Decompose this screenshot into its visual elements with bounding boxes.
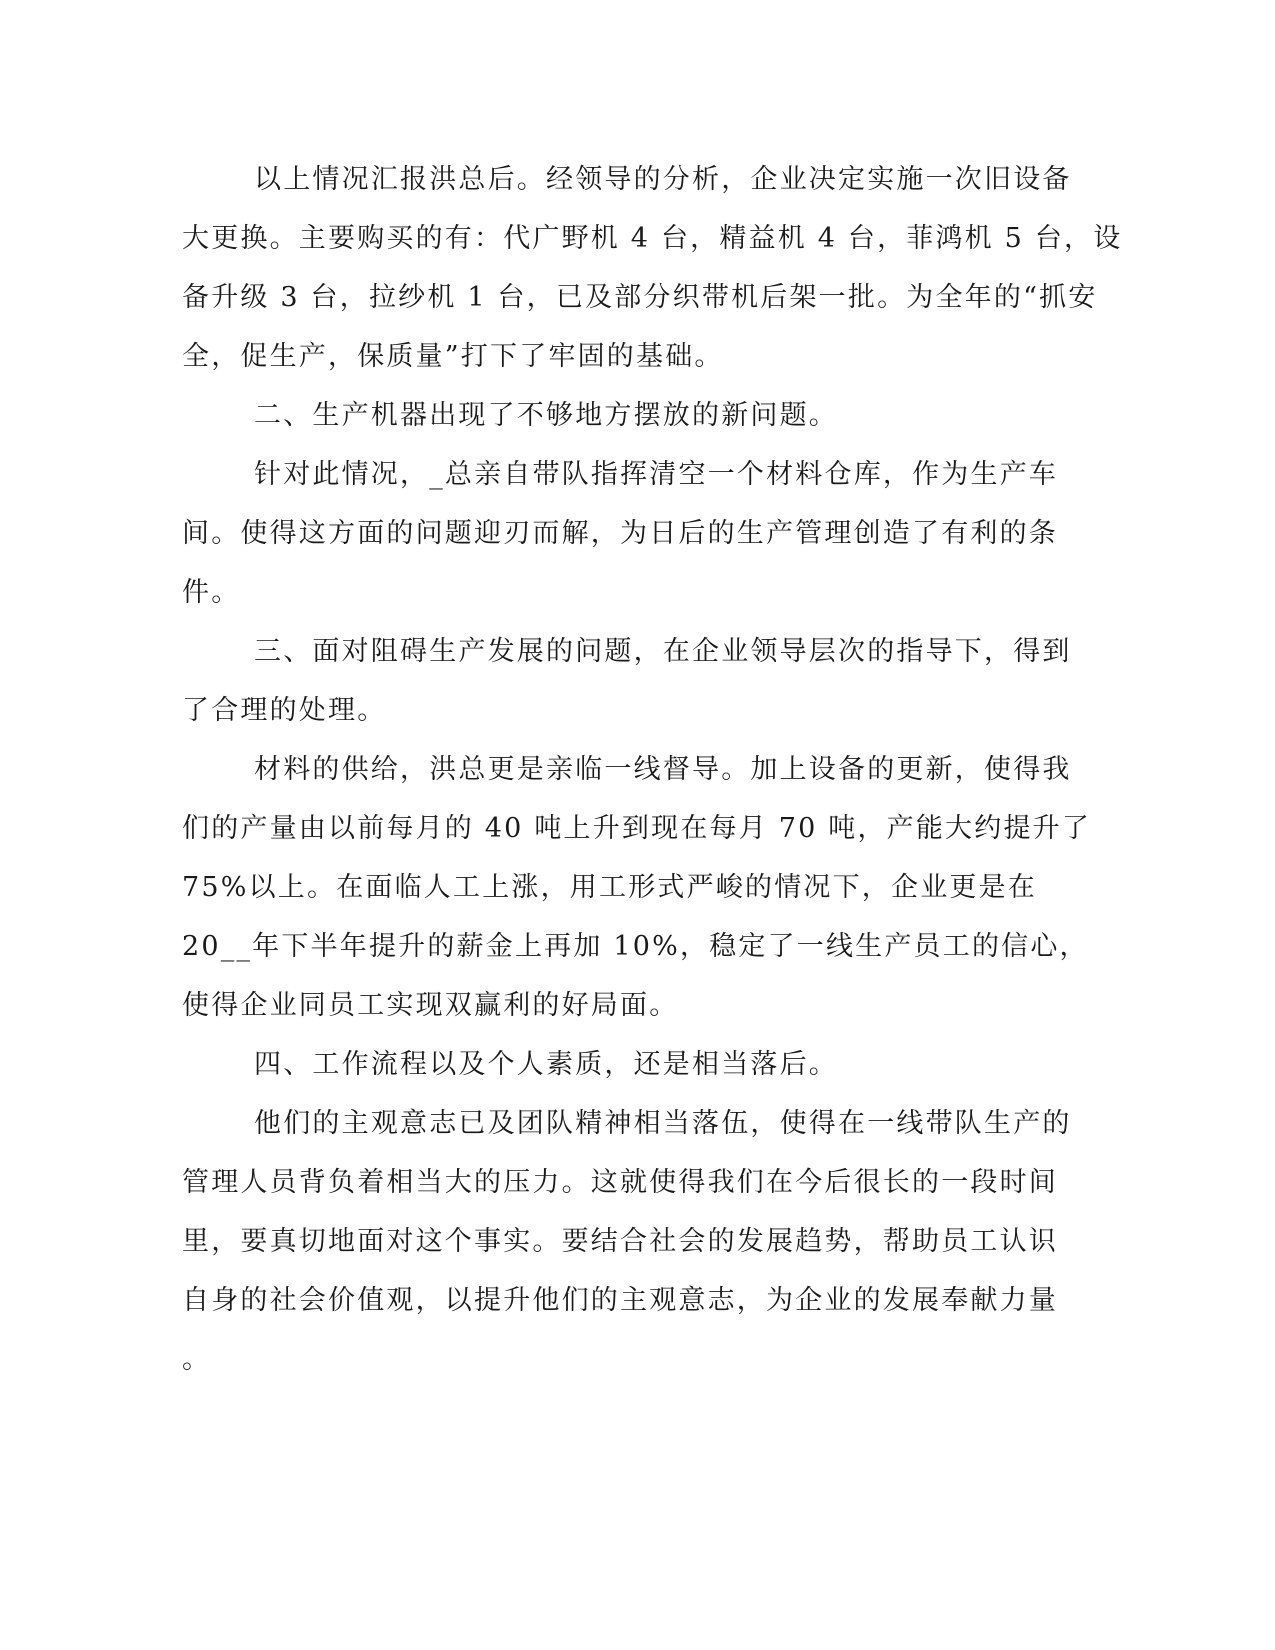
text-line: 20__年下半年提升的薪金上再加 10%，稳定了一线生产员工的信心，: [182, 931, 1089, 962]
section-heading-3: 三、面对阻碍生产发展的问题，在企业领导层次的指导下，得到: [254, 636, 1072, 667]
text-line: 件。: [182, 577, 241, 608]
text-line: 针对此情况，_总亲自带队指挥清空一个材料仓库，作为生产车: [254, 459, 1059, 490]
text-line: 全，促生产，保质量”打下了牢固的基础。: [182, 341, 724, 372]
text-line: 75%以上。在面临人工上涨，用工形式严峻的情况下，企业更是在: [182, 872, 1038, 903]
text-line: 备升级 3 台，拉纱机 1 台，已及部分织带机后架一批。为全年的“抓安: [182, 282, 1098, 313]
text-line: 他们的主观意志已及团队精神相当落伍，使得在一线带队生产的: [254, 1108, 1072, 1139]
text-line: 们的产量由以前每月的 40 吨上升到现在每月 70 吨，产能大约提升了: [182, 813, 1092, 844]
text-line: 管理人员背负着相当大的压力。这就使得我们在今后很长的一段时间: [182, 1167, 1058, 1198]
section-heading-2: 二、生产机器出现了不够地方摆放的新问题。: [254, 400, 838, 431]
text-line: 间。使得这方面的问题迎刃而解，为日后的生产管理创造了有利的条: [182, 518, 1058, 549]
text-line: 了合理的处理。: [182, 695, 387, 726]
text-line: 里，要真切地面对这个事实。要结合社会的发展趋势，帮助员工认识: [182, 1226, 1058, 1257]
document-body: [182, 150, 1123, 1389]
text-line: 材料的供给，洪总更是亲临一线督导。加上设备的更新，使得我: [254, 754, 1072, 785]
text-line: 自身的社会价值观，以提升他们的主观意志，为企业的发展奉献力量: [182, 1285, 1058, 1316]
text-line: 以上情况汇报洪总后。经领导的分析，企业决定实施一次旧设备: [254, 164, 1072, 195]
text-line: 。: [182, 1344, 212, 1375]
text-line: 大更换。主要购买的有：代广野机 4 台，精益机 4 台，菲鸿机 5 台，设: [182, 223, 1123, 254]
section-heading-4: 四、工作流程以及个人素质，还是相当落后。: [254, 1049, 838, 1080]
text-line: 使得企业同员工实现双赢利的好局面。: [182, 990, 679, 1021]
